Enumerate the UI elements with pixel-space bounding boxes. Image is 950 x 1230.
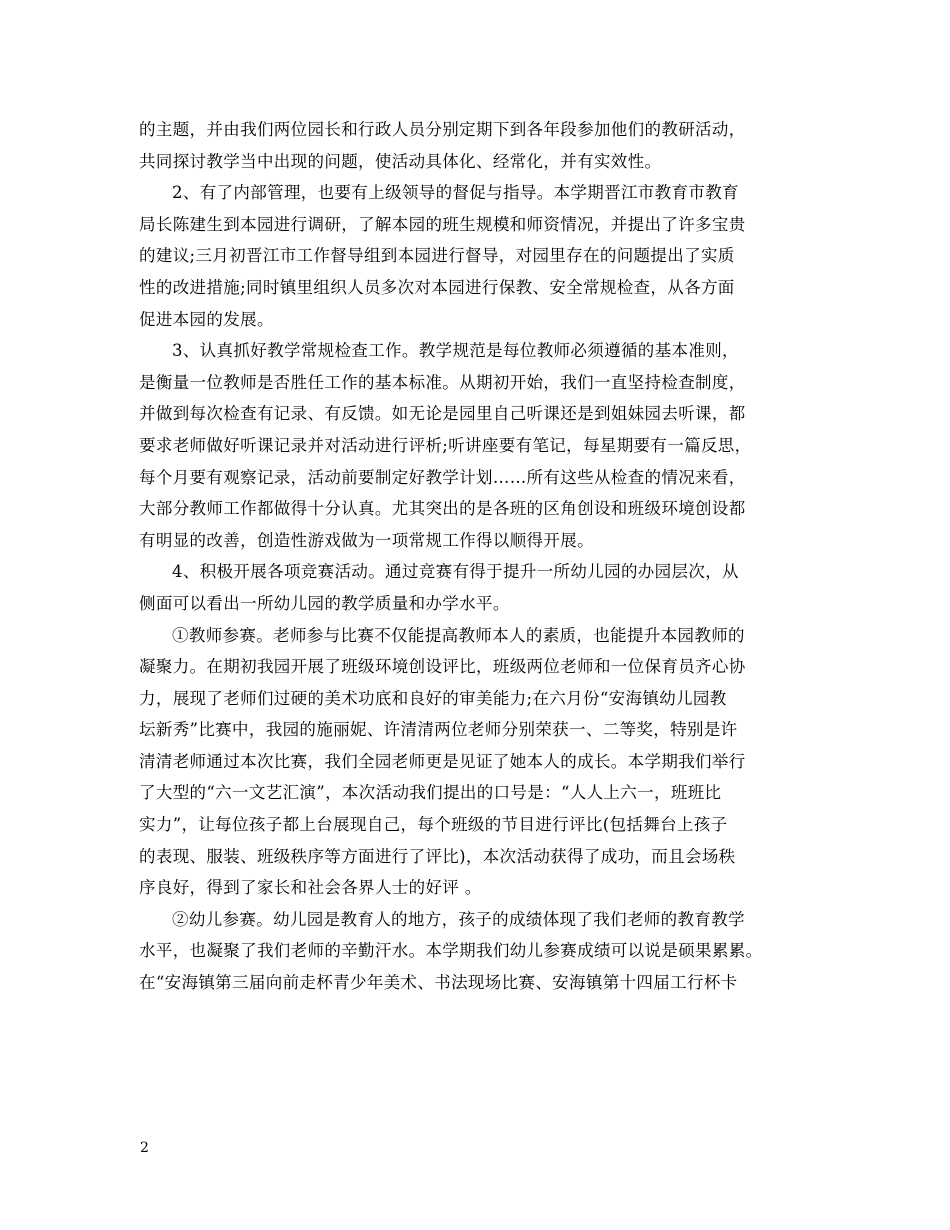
text-line: 的建议;三月初晋江市工作督导组到本园进行督导，对园里存在的问题提出了实质 xyxy=(139,246,735,266)
text-line: 序良好，得到了家长和社会各界人士的好评 。 xyxy=(139,878,482,898)
paragraph-first-line: ②幼儿参赛。幼儿园是教育人的地方，孩子的成绩体现了我们老师的教育教学 xyxy=(172,909,745,929)
text-line: 力，展现了老师们过硬的美术功底和良好的审美能力;在六月份“安海镇幼儿园教 xyxy=(139,688,727,708)
text-line: 清清老师通过本次比赛，我们全园老师更是见证了她本人的成长。本学期我们举行 xyxy=(139,751,746,771)
text-line: 侧面可以看出一所幼儿园的教学质量和办学水平。 xyxy=(139,593,510,613)
paragraph-first-line: 4、积极开展各项竞赛活动。通过竞赛有得于提升一所幼儿园的办园层次，从 xyxy=(172,562,739,582)
text-line: 坛新秀”比赛中，我园的施丽妮、许清清两位老师分别荣获一、二等奖，特别是许 xyxy=(139,720,738,740)
text-line: 要求老师做好听课记录并对活动进行评析;听讲座要有笔记，每星期要有一篇反思， xyxy=(139,435,752,455)
text-line: 的主题，并由我们两位园长和行政人员分别定期下到各年段参加他们的教研活动， xyxy=(139,120,746,139)
text-line: 实力”，让每位孩子都上台展现自己，每个班级的节目进行评比(包括舞台上孩子 xyxy=(139,815,728,835)
paragraph-first-line: 3、认真抓好教学常规检查工作。教学规范是每位教师必须遵循的基本准则， xyxy=(172,341,739,361)
text-line: 大部分教师工作都做得十分认真。尤其突出的是各班的区角创设和班级环境创设都 xyxy=(139,499,746,519)
text-line: 了大型的“六一文艺汇演”，本次活动我们提出的口号是：“人人上六一，班班比 xyxy=(139,783,722,803)
text-line: 的表现、服装、班级秩序等方面进行了评比)，本次活动获得了成功，而且会场秩 xyxy=(139,846,736,866)
text-line: 水平，也凝聚了我们老师的辛勤汗水。本学期我们幼儿参赛成绩可以说是硕果累累。 xyxy=(139,941,763,961)
text-line: 并做到每次检查有记录、有反馈。如无论是园里自己听课还是到姐妹园去听课，都 xyxy=(139,404,746,424)
text-line: 共同探讨教学当中出现的问题，使活动具体化、经常化，并有实效性。 xyxy=(139,151,662,171)
text-line: 在“安海镇第三届向前走杯青少年美术、书法现场比赛、安海镇第十四届工行杯卡 xyxy=(139,973,738,993)
text-line: 有明显的改善，创造性游戏做为一项常规工作得以顺得开展。 xyxy=(139,530,594,550)
text-line: 性的改进措施;同时镇里组织人员多次对本园进行保教、安全常规检查，从各方面 xyxy=(139,277,735,297)
page-number: 2 xyxy=(140,1140,149,1156)
paragraph-first-line: ①教师参赛。老师参与比赛不仅能提高教师本人的素质，也能提升本园教师的 xyxy=(172,625,745,645)
text-line: 是衡量一位教师是否胜任工作的基本标准。从期初开始，我们一直坚持检查制度， xyxy=(139,372,746,392)
text-line: 每个月要有观察记录，活动前要制定好教学计划……所有这些从检查的情况来看， xyxy=(139,467,746,487)
text-line: 促进本园的发展。 xyxy=(139,309,274,329)
text-line: 凝聚力。在期初我园开展了班级环境创设评比，班级两位老师和一位保育员齐心协 xyxy=(139,657,746,677)
document-body xyxy=(139,114,819,999)
text-line: 局长陈建生到本园进行调研，了解本园的班生规模和师资情况，并提出了许多宝贵 xyxy=(139,214,746,234)
paragraph-first-line: 2、有了内部管理，也要有上级领导的督促与指导。本学期晋江市教育市教育 xyxy=(172,183,739,203)
